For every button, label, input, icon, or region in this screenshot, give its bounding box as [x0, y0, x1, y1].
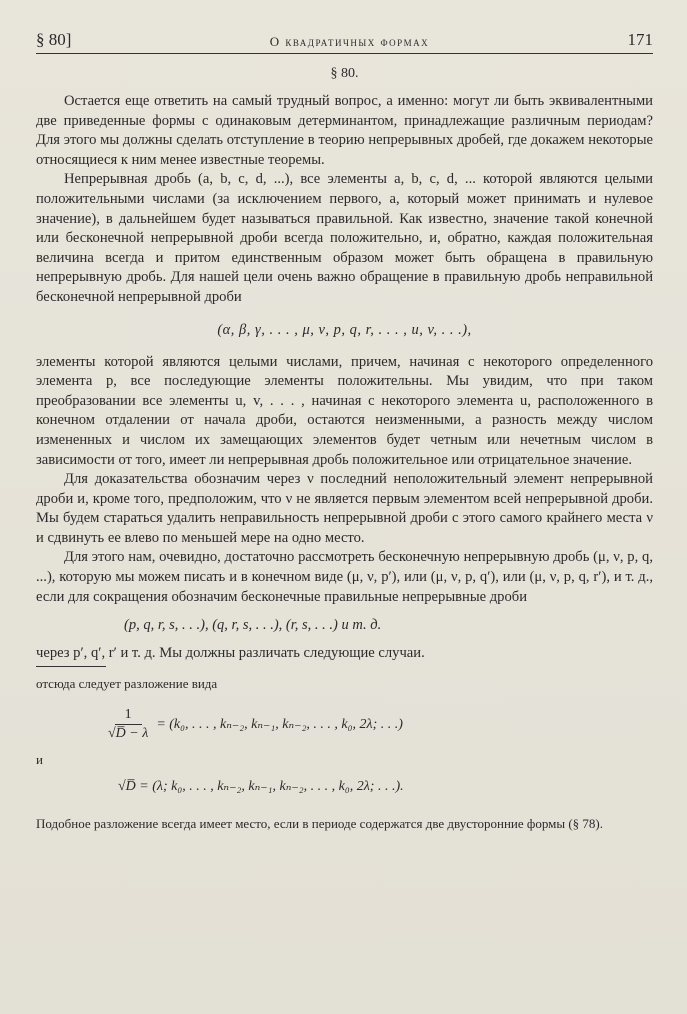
paragraph-1: Остается еще ответить на самый трудный вопрос, а именно: могут ли быть эквивалентными две приведенные формы с одинаковым детерминантом, принадлежащие различным периодам? Для этого мы должны сделать отступление в теорию непрерывных дробей, где докажем некоторые относящиеся к ним менее известные теоремы. — [36, 93, 653, 168]
paragraph-2: Непрерывная дробь (a, b, c, d, ...), все элементы a, b, c, d, ... которой являются целыми положительными числами (за исключением первого, a, который может принимать и нулевое значение), в дальнейшем будет называться правильной. Как известно, значение такой конечной или бесконечной непрерывной дроби всегда положительно, и, обратно, каждая положительная величина всегда и притом единственным образом может быть обращена в правильную непрерывную дробь. Для нашей цели очень важно обращение в правильную дробь неправильной бесконечной непрерывной дроби — [36, 171, 653, 305]
formula-continued-fraction: (α, β, γ, . . . , μ, ν, p, q, r, . . . , u, v, . . .), — [217, 321, 472, 338]
page-number: 171 — [627, 30, 653, 49]
divider — [36, 666, 106, 667]
section-ref: § 80] — [36, 30, 72, 49]
closing-remark: Подобное разложение всегда имеет место, если в периоде содержатся две двусторонние формы (§ 78). — [36, 815, 603, 831]
fraction — [108, 707, 148, 742]
paragraph-4: Для доказательства обозначим через ν последний неположительный элемент непрерывной дроби и, кроме того, предположим, что ν не является первым элементом всей непрерывной дроби. Мы будем стараться удалить неправильность непрерывной дроби с этого самого крайнего места ν и сдвинуть ее влево по меньшей мере на одно место. — [36, 471, 653, 546]
paragraph-6: через p′, q′, r′ и т. д. Мы должны различать следующие случаи. — [36, 645, 425, 662]
expansion-intro: отсюда следует разложение вида — [36, 675, 218, 691]
formula-expansion — [108, 707, 653, 742]
formula-sqrt-expansion: √D̅ = (λ; k₀, . . . , kₙ₋₂, kₙ₋₁, kₙ₋₂, . . . , k₀, 2λ; . . .). — [118, 778, 404, 794]
running-header — [36, 30, 653, 54]
section-heading: § 80. — [330, 66, 359, 81]
expansion-rhs: = (k₀, . . . , kₙ₋₂, kₙ₋₁, kₙ₋₂, . . . , k₀, 2λ; . . .) — [156, 716, 403, 732]
paragraph-3: элементы которой являются целыми числами, причем, начиная с некоторого определенного элемента p, все последующие элементы положительны. Мы увидим, что при таком преобразовании все элементы u, v, . . . , начиная с некоторого элемента u, расположенного в конечном отдалении от начала дроби, остаются неизменными, а разность между числом измененных и числом их замещающих элементов будет четным или нечетным числом в зависимости от того, имеет ли непрерывная дробь положительное или отрицательное значение. — [36, 353, 653, 468]
fraction-numerator: 1 — [115, 707, 142, 725]
formula-fractions-list: (p, q, r, s, . . .), (q, r, s, . . .), (r, s, . . .) и т. д. — [124, 617, 382, 634]
paragraph-5: Для этого нам, очевидно, достаточно рассмотреть бесконечную непрерывную дробь (μ, ν, p, q, ...), которую мы можем писать и в конечном виде (μ, ν, p′), или (μ, ν, p, q′), или (μ, ν, p, q, r′), и т. д., если для сокращения обозначим бесконечные правильные непрерывные дроби — [36, 549, 653, 605]
fraction-denominator: √D̅ − λ — [108, 725, 149, 741]
running-title: О квадратичных формах — [269, 34, 430, 49]
conjunction: и — [36, 751, 43, 767]
